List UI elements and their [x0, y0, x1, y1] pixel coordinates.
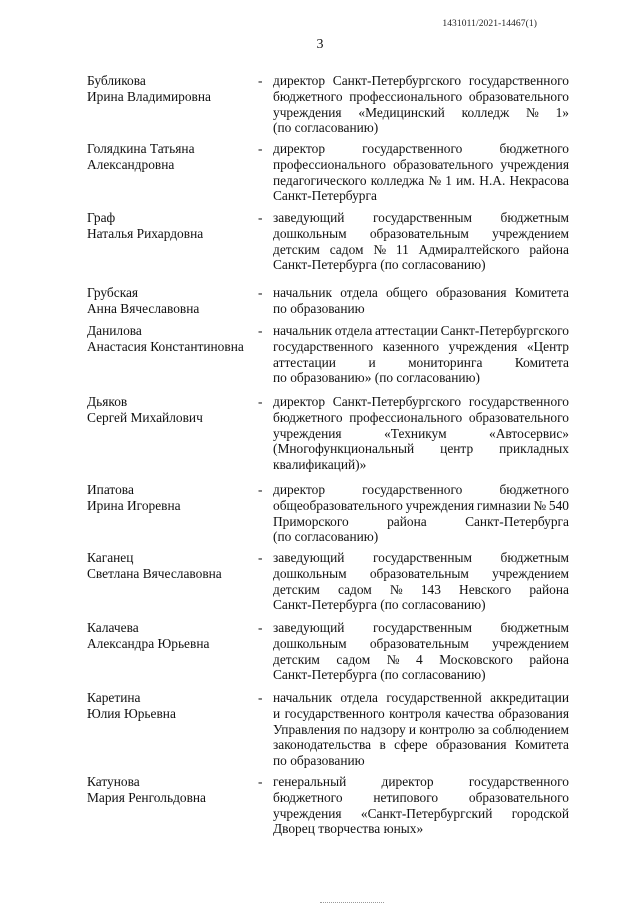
word: детским: [273, 241, 320, 257]
word: профессионального: [349, 88, 463, 104]
word: 11: [395, 241, 409, 257]
member-given-names: Александра Юрьевна: [87, 635, 210, 651]
word: генеральный: [273, 774, 347, 789]
word: образования: [435, 737, 507, 753]
word: государственным: [372, 620, 472, 635]
position-line: [273, 690, 569, 706]
member-position: [273, 73, 569, 136]
position-line: [273, 706, 569, 722]
word: бюджетного: [273, 409, 343, 425]
word: Санкт-Петербурга: [465, 513, 569, 529]
member-surname: Данилова: [87, 323, 142, 338]
word: учреждения: [273, 805, 342, 821]
position-line: [273, 737, 569, 753]
word: Санкт-Петербургского: [440, 323, 569, 338]
word: бюджетного: [273, 789, 343, 805]
word: общеобразовательного: [273, 497, 403, 513]
word: «Автосервис»: [489, 425, 569, 441]
word: дошкольным: [273, 225, 347, 241]
word: детским: [273, 581, 320, 597]
position-line: [273, 157, 569, 173]
member-surname: Каретина: [87, 690, 141, 705]
word: государственного: [273, 338, 374, 354]
word: Н.А.: [479, 172, 506, 188]
word: 143: [420, 581, 441, 597]
word: садом: [338, 581, 372, 597]
position-line: [273, 806, 569, 822]
member-surname: Граф: [87, 210, 116, 225]
word: №: [389, 581, 403, 597]
word: 540: [548, 497, 569, 513]
word: сфере: [394, 737, 428, 753]
word: по: [343, 721, 358, 737]
word: и: [408, 721, 417, 737]
word: дошкольным: [273, 565, 347, 581]
position-line: [273, 498, 569, 514]
entry-dash: -: [258, 394, 263, 409]
position-line: [273, 722, 569, 738]
word: городской: [511, 805, 569, 821]
word: учреждения: [448, 338, 518, 354]
word: «Медицинский: [358, 104, 445, 120]
word: района: [387, 513, 427, 529]
word: качества: [445, 705, 494, 721]
word: государственного: [284, 705, 385, 721]
member-name: [87, 690, 252, 722]
word: (Многофункциональный: [273, 441, 415, 457]
word: казенного: [382, 338, 440, 354]
member-position: [273, 690, 569, 769]
entry-dash: -: [258, 210, 263, 225]
word: Адмиралтейского: [418, 241, 520, 257]
member-surname: Ипатова: [87, 482, 134, 497]
position-line: [273, 285, 569, 301]
word: садом: [329, 241, 364, 257]
position-line: [273, 141, 569, 157]
word: образовательного: [468, 88, 569, 104]
member-position: [273, 141, 569, 204]
position-line: по образованию: [273, 753, 365, 769]
word: образовательного: [468, 789, 569, 805]
word: бюджетного: [499, 482, 569, 497]
word: педагогического: [273, 172, 367, 188]
member-position: [273, 620, 569, 683]
position-line: [273, 105, 569, 121]
word: №: [526, 104, 539, 120]
word: дошкольным: [273, 635, 347, 651]
entry-dash: -: [258, 550, 263, 565]
member-position: [273, 394, 569, 473]
position-line: Санкт-Петербурга: [273, 188, 377, 204]
word: государственным: [372, 550, 472, 565]
word: района: [529, 241, 569, 257]
word: района: [529, 651, 569, 667]
word: аттестации: [374, 323, 438, 338]
word: государственного: [468, 73, 569, 88]
position-line: [273, 514, 569, 530]
word: директор: [273, 394, 326, 409]
member-name: [87, 285, 252, 317]
word: «Центр: [526, 338, 569, 354]
word: Невского: [459, 581, 512, 597]
entry-dash: -: [258, 482, 263, 497]
word: государственной: [386, 690, 482, 705]
word: нетипового: [373, 789, 439, 805]
word: учреждения: [405, 497, 475, 513]
member-given-names: Наталья Рихардовна: [87, 225, 204, 241]
word: Комитета: [514, 354, 569, 370]
word: контролю: [419, 721, 475, 737]
member-name: [87, 774, 252, 806]
position-line: [273, 620, 569, 636]
word: образовательным: [369, 225, 469, 241]
position-line: [273, 73, 569, 89]
position-line: [273, 774, 569, 790]
member-given-names: Мария Ренгольдовна: [87, 789, 207, 805]
entry-dash: -: [258, 73, 263, 88]
member-given-names: Юлия Юрьевна: [87, 705, 176, 721]
word: района: [529, 581, 569, 597]
word: «Санкт-Петербургский: [360, 805, 493, 821]
word: Комитета: [514, 737, 569, 753]
word: 1»: [555, 104, 569, 120]
position-line: [273, 226, 569, 242]
word: учреждением: [492, 225, 569, 241]
word: государственного: [362, 482, 463, 497]
position-line: квалификаций)»: [273, 457, 367, 473]
word: садом: [336, 651, 371, 667]
word: колледжа: [370, 172, 425, 188]
member-given-names: Анна Вячеславовна: [87, 300, 200, 316]
position-line: [273, 173, 569, 189]
word: Приморского: [273, 513, 349, 529]
word: заведующий: [273, 550, 345, 565]
word: за: [477, 721, 490, 737]
member-surname: Каганец: [87, 550, 134, 565]
word: учреждения: [273, 425, 342, 441]
page-number: 3: [316, 37, 324, 52]
member-surname: Калачева: [87, 620, 139, 635]
position-line: [273, 339, 569, 355]
position-line: (по согласованию): [273, 120, 379, 136]
position-line: (по согласованию): [273, 529, 379, 545]
position-line: [273, 582, 569, 598]
word: аттестации: [273, 354, 336, 370]
word: Санкт-Петербургского: [332, 394, 462, 409]
member-given-names: Александровна: [87, 156, 175, 172]
position-line: [273, 242, 569, 258]
position-line: [273, 636, 569, 652]
word: 4: [415, 651, 423, 667]
position-line: [273, 441, 569, 457]
entry-dash: -: [258, 620, 263, 635]
position-line: по образованию: [273, 300, 365, 316]
member-name: [87, 73, 252, 105]
member-name: [87, 482, 252, 514]
word: образования: [435, 285, 507, 300]
position-line: Дворец творчества юных»: [273, 821, 424, 837]
member-position: [273, 285, 569, 317]
position-line: [273, 410, 569, 426]
word: профессионального: [273, 156, 386, 172]
entry-dash: -: [258, 774, 263, 789]
word: отдела: [340, 690, 378, 705]
word: заведующий: [273, 210, 345, 225]
word: и: [368, 354, 376, 370]
word: общего: [386, 285, 428, 300]
word: образовательным: [369, 635, 469, 651]
member-position: [273, 482, 569, 545]
word: отдела: [340, 285, 378, 300]
word: государственного: [362, 141, 463, 156]
member-given-names: Ирина Игоревна: [87, 497, 181, 513]
word: Некрасова: [509, 172, 569, 188]
word: и: [273, 705, 281, 721]
member-given-names: Анастасия Константиновна: [87, 338, 244, 354]
position-line: [273, 550, 569, 566]
position-line: Санкт-Петербурга (по согласованию): [273, 667, 486, 683]
entry-dash: -: [258, 690, 263, 705]
member-name: [87, 141, 252, 173]
word: №: [386, 651, 400, 667]
word: профессионального: [349, 409, 463, 425]
member-surname: Голядкина Татьяна: [87, 141, 195, 156]
position-line: [273, 482, 569, 498]
member-position: [273, 210, 569, 273]
position-line: [273, 426, 569, 442]
word: бюджетным: [500, 550, 569, 565]
word: гимназии: [476, 497, 531, 513]
position-line: Санкт-Петербурга (по согласованию): [273, 597, 486, 613]
word: образования: [498, 705, 569, 721]
word: «Техникум: [384, 425, 447, 441]
word: №: [428, 172, 442, 188]
word: бюджетным: [500, 620, 569, 635]
member-surname: Грубская: [87, 285, 139, 300]
position-line: Санкт-Петербурга (по согласованию): [273, 257, 486, 273]
word: центр: [440, 441, 474, 457]
word: учреждением: [492, 635, 569, 651]
word: контроля: [389, 705, 441, 721]
word: колледж: [461, 104, 510, 120]
entry-dash: -: [258, 323, 263, 338]
word: мониторинга: [408, 354, 483, 370]
word: директор: [273, 141, 326, 156]
word: заведующий: [273, 620, 345, 635]
member-name: [87, 323, 252, 355]
word: аккредитации: [490, 690, 569, 705]
member-position: [273, 550, 569, 613]
word: государственного: [468, 774, 569, 789]
word: Управления: [273, 721, 341, 737]
member-surname: Катунова: [87, 774, 140, 789]
member-name: [87, 210, 252, 242]
word: №: [373, 241, 387, 257]
word: отдела: [334, 323, 373, 338]
word: 1: [445, 172, 452, 188]
word: образовательного: [468, 409, 569, 425]
word: надзору: [360, 721, 406, 737]
word: прикладных: [499, 441, 569, 457]
position-line: [273, 652, 569, 668]
word: начальник: [273, 323, 332, 338]
member-surname: Дьяков: [87, 394, 128, 409]
word: законодательства: [273, 737, 372, 753]
word: бюджетным: [500, 210, 569, 225]
member-position: [273, 774, 569, 837]
word: начальник: [273, 690, 332, 705]
position-line: [273, 89, 569, 105]
word: учреждения: [273, 104, 342, 120]
word: Московского: [439, 651, 513, 667]
position-line: [273, 394, 569, 410]
member-name: [87, 550, 252, 582]
word: в: [379, 737, 386, 753]
word: директор: [273, 482, 326, 497]
position-line: [273, 566, 569, 582]
word: образовательного: [393, 156, 494, 172]
position-line: по образованию» (по согласованию): [273, 370, 480, 386]
word: учреждения: [500, 156, 569, 172]
word: государственным: [372, 210, 472, 225]
word: Комитета: [514, 285, 569, 300]
member-name: [87, 394, 252, 426]
member-given-names: Сергей Михайлович: [87, 409, 203, 425]
position-line: [273, 323, 569, 339]
word: детским: [273, 651, 320, 667]
word: директор: [381, 774, 434, 789]
word: бюджетного: [499, 141, 569, 156]
word: директор: [273, 73, 326, 88]
member-name: [87, 620, 252, 652]
word: учреждением: [492, 565, 569, 581]
position-line: [273, 355, 569, 371]
word: Санкт-Петербургского: [332, 73, 462, 88]
member-given-names: Ирина Владимировна: [87, 88, 211, 104]
entry-dash: -: [258, 141, 263, 156]
member-position: [273, 323, 569, 386]
word: образовательным: [369, 565, 469, 581]
word: №: [533, 497, 547, 513]
word: государственного: [468, 394, 569, 409]
word: соблюдением: [492, 721, 569, 737]
word: им.: [456, 172, 476, 188]
member-given-names: Светлана Вячеславовна: [87, 565, 222, 581]
entry-dash: -: [258, 285, 263, 300]
document-number: 1431011/2021-14467(1): [442, 19, 537, 29]
position-line: [273, 790, 569, 806]
word: бюджетного: [273, 88, 343, 104]
member-surname: Бубликова: [87, 73, 146, 88]
word: начальник: [273, 285, 332, 300]
position-line: [273, 210, 569, 226]
